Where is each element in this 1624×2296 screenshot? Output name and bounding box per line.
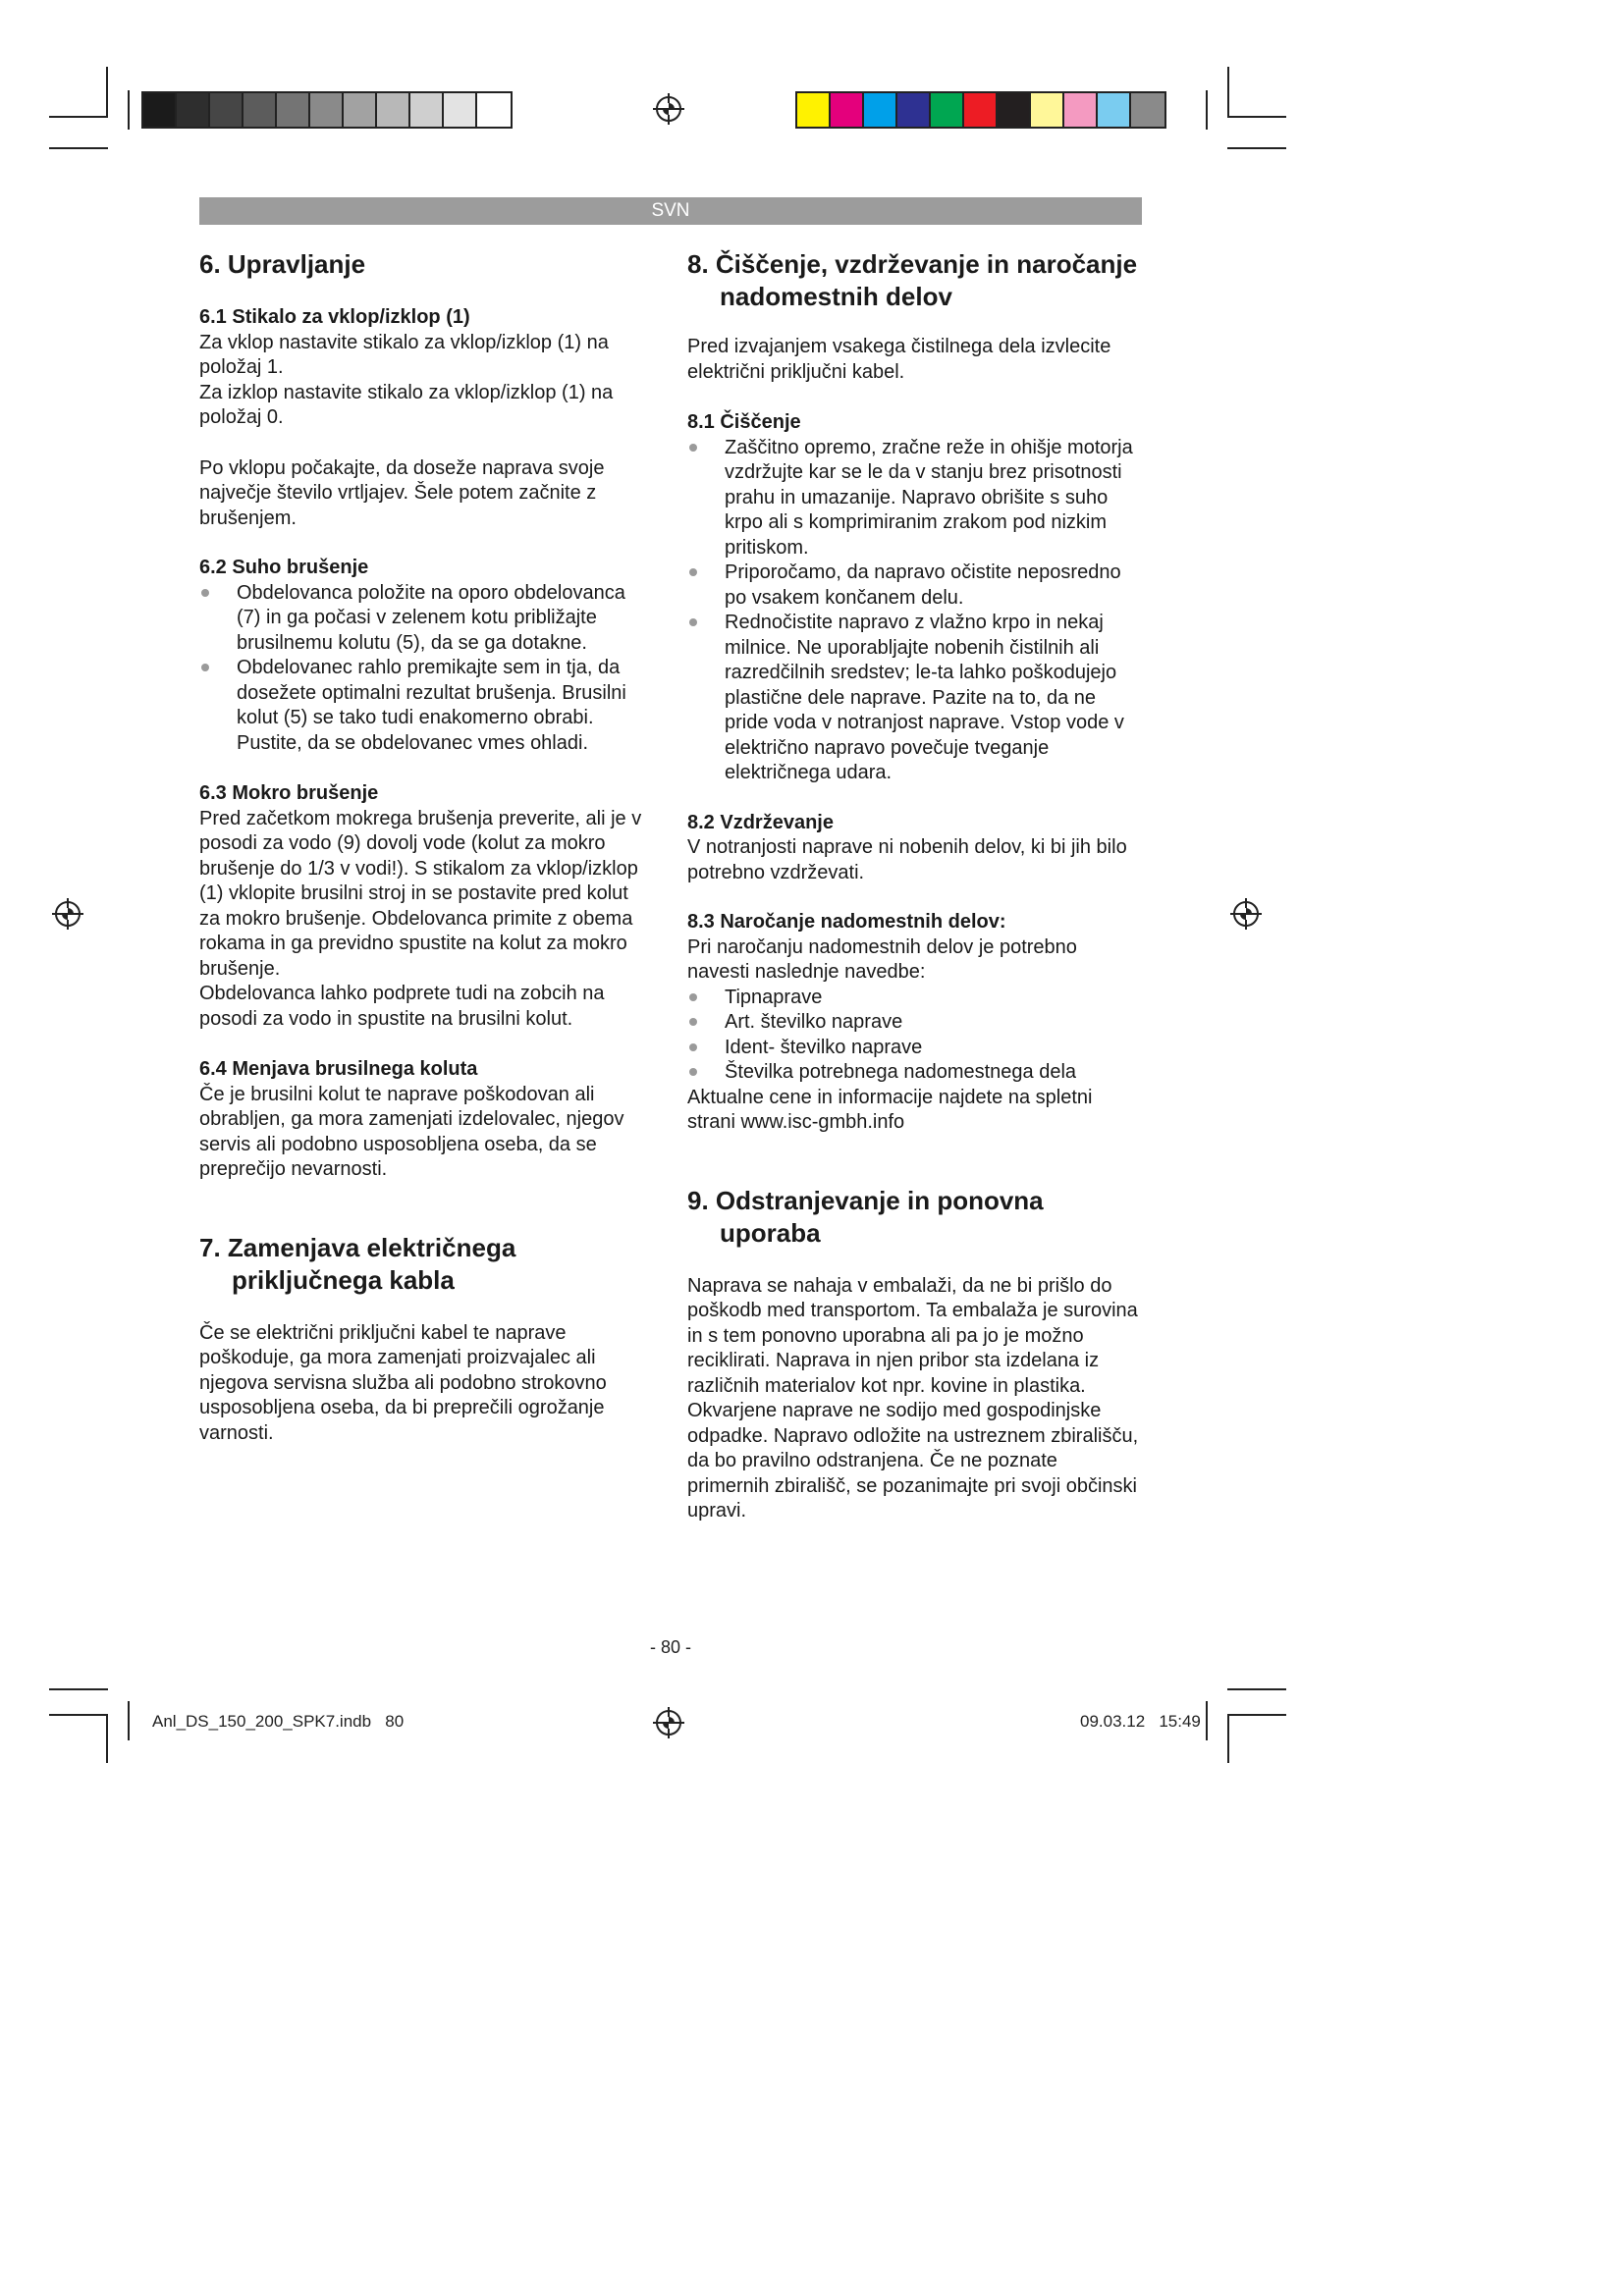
color-swatch (931, 93, 964, 127)
subsection-title-6-2: 6.2 Suho brušenje (199, 557, 369, 578)
subsection-title-8-2: 8.2 Vzdrževanje (687, 811, 834, 833)
paragraph: Za izklop nastavite stikalo za vklop/izklop (1) na položaj 0. (199, 381, 614, 428)
gray-swatch (477, 93, 511, 127)
gray-swatch (277, 93, 310, 127)
list-item: Zaščitno opremo, zračne reže in ohišje motorja vzdržujte kar se le da v stanju brez prisotnosti prahu in umazanije. Napravo obrišite s suho krpo ali s komprimiranim zrakom pod nizkim pritiskom. (687, 436, 1142, 561)
color-swatch (1131, 93, 1164, 127)
color-swatch (864, 93, 897, 127)
section-title-9: 9. Odstranjevanje in ponovna uporaba (687, 1185, 1044, 1248)
paragraph: Naprava se nahaja v embalaži, da ne bi prišlo do poškodb med transportom. Ta embalaža je surovina in s tem ponovno uporabna ali pa jo je možno reciklirati. Naprava in njen pribor sta izdelana iz različnih materialov kot npr. kovine in plastika. Okvarjene naprave ne sodijo med gospodinjske odpadke. Napravo odložite na ustreznem zbirališču, da bo pravilno odstranjena. Če ne poznate primernih zbirališč, se pozanimajte pri svoji občinski upravi. (687, 1274, 1139, 1522)
section-title-7: 7. Zamenjava električnega priključnega kabla (199, 1232, 516, 1295)
list-item: Rednočistite napravo z vlažno krpo in nekaj milnice. Ne uporabljajte nobenih čistilnih ali razredčilnih sredstev; le-ta lahko poškodujejo plastične dele naprave. Pazite na to, da ne pride voda v notranjost naprave. Vstop vode v električno napravo povečuje tveganje električnega udara. (687, 611, 1142, 786)
paragraph: Pred začetkom mokrega brušenja preverite, ali je v posodi za vodo (9) dovolj vode (kolut za mokro brušenje do 1/3 v vodi!). S stikalom za vklop/izklop (1) vklopite brusilni stroj in se postavite pred kolut za mokro brušenje. Obdelovanca primite z obema rokama in ga previdno spustite na kolut za mokro brušenje. (199, 807, 642, 980)
crop-mark (1206, 1701, 1208, 1740)
subsection-title-6-3: 6.3 Mokro brušenje (199, 782, 379, 804)
crop-mark (1227, 1688, 1286, 1690)
paragraph: Aktualne cene in informacije najdete na spletni strani www.isc-gmbh.info (687, 1086, 1093, 1133)
color-swatch (998, 93, 1031, 127)
paragraph: Za vklop nastavite stikalo za vklop/izklop (1) na položaj 1. (199, 331, 609, 378)
subsection-title-8-3: 8.3 Naročanje nadomestnih delov: (687, 911, 1006, 933)
crop-mark (1227, 116, 1286, 118)
language-header-bar: SVN (199, 197, 1142, 225)
section-title-8: 8. Čiščenje, vzdrževanje in naročanje nadomestnih delov (687, 249, 1138, 311)
crop-mark (128, 1701, 130, 1740)
gray-swatch (177, 93, 210, 127)
registration-mark-icon (656, 96, 681, 122)
gray-swatch (244, 93, 277, 127)
file-name: Anl_DS_150_200_SPK7.indb 80 (152, 1712, 405, 1731)
right-column (687, 248, 1142, 1524)
paragraph: Pred izvajanjem vsakega čistilnega dela izvlecite električni priključni kabel. (687, 336, 1111, 383)
bullet-list (687, 436, 1142, 786)
list-item: Art. številko naprave (687, 1010, 1142, 1036)
color-swatch (897, 93, 931, 127)
crop-mark (128, 90, 130, 130)
gray-swatch (377, 93, 410, 127)
registration-mark-icon (656, 1710, 681, 1735)
crop-mark (1206, 90, 1208, 130)
crop-mark (1227, 1714, 1286, 1716)
color-swatch (831, 93, 864, 127)
grayscale-color-bar (141, 91, 513, 129)
timestamp: 09.03.12 15:49 (1080, 1712, 1201, 1731)
registration-mark-icon (1233, 901, 1259, 927)
crop-mark (1227, 147, 1286, 149)
crop-mark (1227, 1714, 1229, 1763)
subsection-title-8-1: 8.1 Čiščenje (687, 411, 801, 433)
list-item: Tipnaprave (687, 986, 1142, 1011)
paragraph: V notranjosti naprave ni nobenih delov, ki bi jih bilo potrebno vzdrževati. (687, 836, 1127, 883)
list-item: Priporočamo, da napravo očistite neposredno po vsakem končanem delu. (687, 561, 1142, 611)
gray-swatch (310, 93, 344, 127)
left-column (199, 248, 653, 1446)
subsection-title-6-1: 6.1 Stikalo za vklop/izklop (1) (199, 306, 470, 328)
paragraph: Po vklopu počakajte, da doseže naprava svoje največje število vrtljajev. Šele potem začnite z brušenjem. (199, 456, 605, 529)
gray-swatch (344, 93, 377, 127)
color-swatch (1064, 93, 1098, 127)
list-item: Številka potrebnega nadomestnega dela (687, 1060, 1142, 1086)
color-swatch (964, 93, 998, 127)
paragraph: Pri naročanju nadomestnih delov je potrebno navesti naslednje navedbe: (687, 935, 1077, 983)
paragraph: Če je brusilni kolut te naprave poškodovan ali obrabljen, ga mora zamenjati izdelovalec, njegov servis ali podobno usposobljena oseba, da se preprečijo nevarnosti. (199, 1083, 624, 1180)
section-title-6: 6. Upravljanje (199, 249, 366, 279)
list-item: Obdelovanca položite na oporo obdelovanca (7) in ga počasi v zelenem kotu približajte brusilnemu kolutu (5), da se ga dotakne. (199, 581, 653, 657)
gray-swatch (210, 93, 244, 127)
crop-mark (49, 147, 108, 149)
crop-mark (49, 1688, 108, 1690)
color-swatch (1098, 93, 1131, 127)
color-swatch (797, 93, 831, 127)
process-color-bar (795, 91, 1166, 129)
page-number: - 80 - (649, 1637, 691, 1657)
list-item: Obdelovanec rahlo premikajte sem in tja, da dosežete optimalni rezultat brušenja. Brusilni kolut (5) se tako tudi enakomerno obrabi. Pustite, da se obdelovanec vmes ohladi. (199, 656, 653, 756)
crop-mark (49, 116, 108, 118)
registration-mark-icon (55, 901, 81, 927)
paragraph: Obdelovanca lahko podprete tudi na zobcih na posodi za vodo in spustite na brusilni kolut. (199, 983, 605, 1030)
crop-mark (1227, 67, 1229, 118)
bullet-list (199, 581, 653, 757)
subsection-title-6-4: 6.4 Menjava brusilnega koluta (199, 1058, 478, 1080)
gray-swatch (444, 93, 477, 127)
list-item: Ident- številko naprave (687, 1036, 1142, 1061)
gray-swatch (410, 93, 444, 127)
bullet-list (687, 986, 1142, 1086)
crop-mark (49, 1714, 108, 1716)
gray-swatch (143, 93, 177, 127)
crop-mark (106, 1714, 108, 1763)
paragraph: Če se električni priključni kabel te naprave poškoduje, ga mora zamenjati proizvajalec ali njegova servisna služba ali podobno strokovno usposobljena oseba, da bi preprečili ogrožanje varnosti. (199, 1321, 607, 1444)
color-swatch (1031, 93, 1064, 127)
crop-mark (106, 67, 108, 118)
